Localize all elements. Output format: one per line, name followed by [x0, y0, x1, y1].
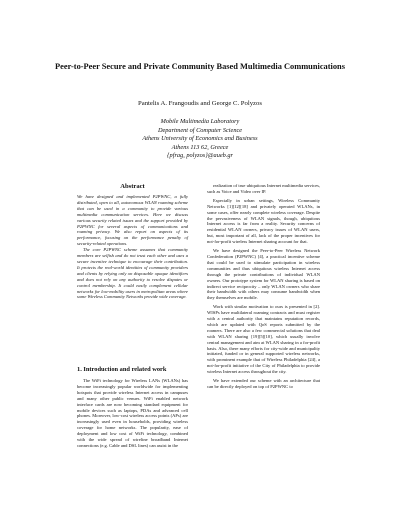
body-paragraph: We have designed the Peer-to-Peer Wireless Network Confederation (P2PWNC) [4], a practical incentive scheme that could be used to stimulate participation in wireless communities and thus ubiquitous wireless Internet access through the private contributions of individual WLAN owners. Our prototype system for WLAN sharing is based on indirect service reciprocity – only WLAN owners who share their bandwidth with others may consume bandwidth when they themselves are mobile.: [207, 248, 320, 301]
intro-body: [77, 378, 188, 449]
affiliation-address: Athens 113 62, Greece: [171, 143, 229, 151]
paper-authors: Pantelis A. Frangoudis and George C. Polyzos: [138, 100, 262, 107]
right-column-body: [207, 183, 320, 390]
affiliation-department: Department of Computer Science: [157, 126, 243, 134]
abstract-heading: Abstract: [120, 183, 145, 190]
intro-paragraph: The WiFi technology for Wireless LANs (WLANs) has become increasingly popular worldwide for implementing hotspots that provide wireless Internet access in campuses and many other public venues. WiFi enabled network interface cards are now becoming standard equipment for mobile devices such as laptops, PDAs and advanced cell phones. Moreover, low-cost wireless access points (APs) are increasingly used even in households, providing wireless coverage for home networks. The popularity, ease of deployment and low cost of WiFi technology, combined with the wide spread of wireline broadband Internet connections (e.g. Cable and DSL lines) can assist in the: [77, 378, 188, 448]
affiliation-lab: Mobile Multimedia Laboratory: [160, 118, 240, 125]
affiliation-email: {pfrag, polyzos}@aueb.gr: [167, 152, 233, 159]
abstract-paragraph: We have designed and implemented P2PWNC, a fully distributed, open to all, autonomous WLAN roaming scheme that can be used in a community to provide various multimedia communication services. Here we discuss various security related issues and the support provided by P2PWNC for several aspects of communications and roaming privacy. We also report on aspects of its performance, focusing on the performance penalty of security-related operations.: [77, 194, 188, 247]
paper-title: Peer-to-Peer Secure and Private Community Based Multimedia Communications: [55, 62, 345, 71]
body-paragraph: Work with similar motivation to ours is presented in [2]. WISPs have multilateral roaming contracts and must register with a central authority that maintains reputation records, which are updated with QoS reports submitted by the roamers. There are also a few commercial solutions that deal with WLAN sharing [19][5][10], which usually involve central management and aim at WLAN sharing in a for-profit basis. Also, there many efforts for city-wide and municipality initiated, funded or in general supported wireless networks, with prominent example that of Wireless Philadelphia [24], a not-for-profit initiative of the City of Philadelphia to provide wireless Internet access throughout the city.: [207, 304, 320, 375]
abstract-body: [77, 194, 188, 300]
author-affiliation: [60, 118, 340, 161]
body-paragraph: realization of true ubiquitous Internet multimedia services, such as Voice and Video over IP.: [207, 183, 320, 194]
abstract-paragraph: The core P2PWNC scheme assumes that community members are selfish and do not trust each other and uses a secure incentive technique to encourage their contribution. It protects the real-world identities of community providers and clients by relying only on disposable opaque identifiers and does not rely on any authority to resolve disputes or control membership. It could easily complement cellular networks for low-mobility users in metropolitan areas where some Wireless Community Networks provide wide coverage.: [77, 247, 188, 300]
section-heading: 1. Introduction and related work: [77, 366, 167, 373]
affiliation-university: Athens University of Economics and Business: [142, 135, 258, 142]
body-paragraph: Especially in urban settings, Wireless Community Networks [1][12][18] and privately operated WLANs, in some cases, offer nearly complete wireless coverage. Despite the pervasiveness of WLAN signals, though, ubiquitous Internet access is far from a reality. Security concerns of residential WLAN owners, privacy issues of WLAN users, but, most important of all, lack of the proper incentives for not-for-profit wireless Internet sharing account for that.: [207, 197, 320, 245]
body-paragraph: We have extended our scheme with an architecture that can be directly deployed on top of P2PWNC to: [207, 378, 320, 389]
